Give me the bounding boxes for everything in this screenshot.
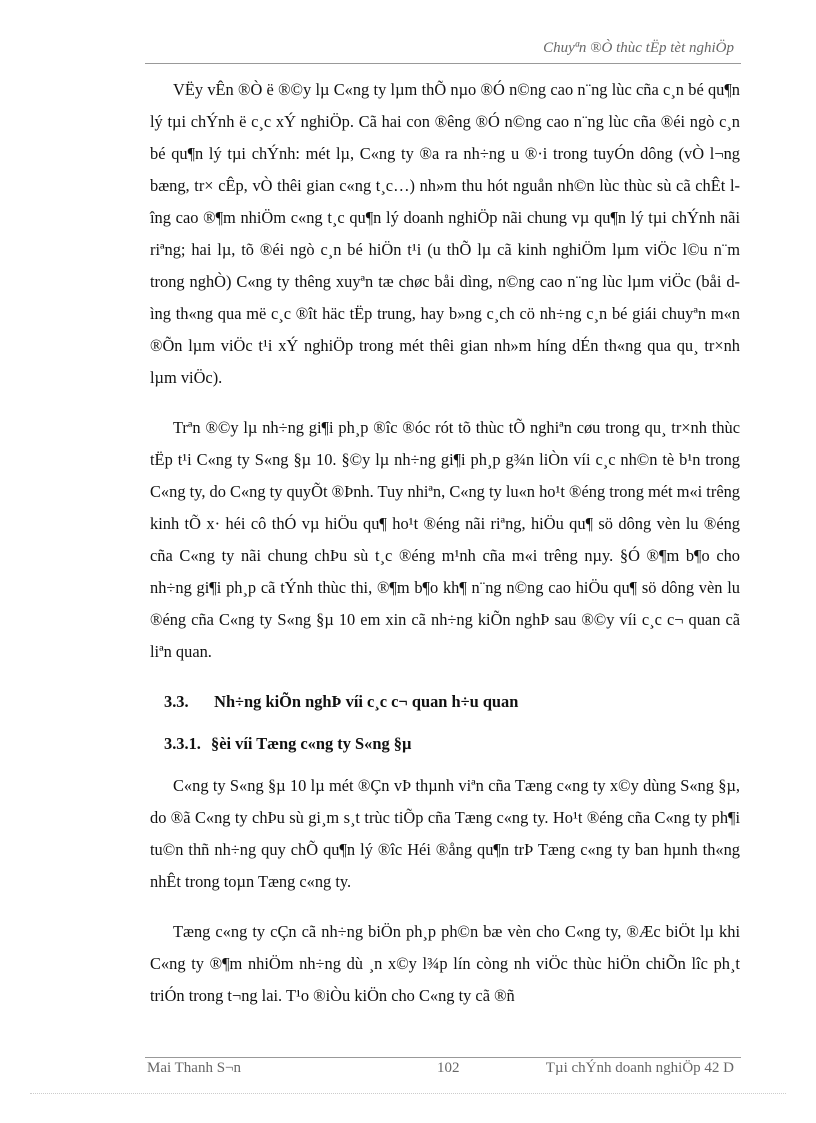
footer-author: Mai Thanh S¬n	[147, 1060, 242, 1076]
paragraph-capacity: VËy vÊn ®Ò ë ®©y lµ C«ng ty lµm thÕ nµo ®Ó n©ng cao n¨ng lùc cña c¸n bé qu¶n lý tµi chÝnh ë c¸c xÝ nghiÖp. Cã hai con ®êng ®Ó n©ng cao n¨ng lùc cña ®éi ngò c¸n bé qu¶n lý tµi chÝnh: mét lµ, C«ng ty ®a ra nh÷ng u ®·i trong tuyÓn dông (vÒ l¬ng bæng, tr× cÊp, vÒ thêi gian c«ng t¸c…) nh»m thu hót nguån nh©n lùc thùc sù cã chÊt lîng cao ®¶m nhiÖm c«ng t¸c qu¶n lý doanh nghiÖp nãi chung vµ qu¶n lý tµi chÝnh nãi riªng; hai lµ, tõ ®éi ngò c¸n bé hiÖn t¹i (u thÕ lµ cã kinh nghiÖm lµm viÖc l©u n¨m trong nghÒ) C«ng ty thêng xuyªn tæ chøc båi dìng, n©ng cao n¨ng lùc lµm viÖc (båi dìng th«ng qua më c¸c ®ît häc tËp trung, hay b»ng c¸ch cö nh÷ng c¸n bé giái chuyªn m«n ®Õn lµm viÖc t¹i xÝ nghiÖp trong mét thêi gian nh»m híng dÉn th«ng qua qu¸ tr×nh lµm viÖc).	[150, 80, 740, 387]
paragraph-parent-company: C«ng ty S«ng §µ 10 lµ mét ®Çn vÞ thµnh viªn cña Tæng c«ng ty x©y dùng S«ng §µ, do ®ã C«ng ty chÞu sù gi¸m s¸t trùc tiÕp cña Tæng c«ng ty. Ho¹t ®éng cña C«ng ty ph¶i tu©n thñ nh÷ng quy chÕ qu¶n lý ®îc Héi ®ång qu¶n trÞ Tæng c«ng ty ban hµnh th«ng nhÊt trong toµn Tæng c«ng ty.	[150, 776, 740, 891]
section-heading	[150, 686, 740, 718]
paragraph-capital-allocation: Tæng c«ng ty cÇn cã nh÷ng biÖn ph¸p ph©n bæ vèn cho C«ng ty, ®Æc biÖt lµ khi C«ng ty ®¶m nhiÖm nh÷ng dù ¸n x©y l¾p lín còng nh viÖc thùc hiÖn chiÕn lîc ph¸t triÓn trong t¬ng lai. T¹o ®iÒu kiÖn cho C«ng ty cã ®ñ	[150, 922, 740, 1005]
subsection-title: §èi víi Tæng c«ng ty S«ng §µ	[211, 734, 412, 753]
paragraph-solutions-summary: Trªn ®©y lµ nh÷ng gi¶i ph¸p ®îc ®óc rót tõ thùc tÕ nghiªn cøu trong qu¸ tr×nh thùc tËp t¹i C«ng ty S«ng §µ 10. §©y lµ nh÷ng gi¶i ph¸p g¾n liÒn víi c¸c nh©n tè b¹n trong C«ng ty, do C«ng ty quyÕt ®Þnh. Tuy nhiªn, C«ng ty lu«n ho¹t ®éng trong mét m«i trêng kinh tÕ x· héi cô thÓ vµ hiÖu qu¶ ho¹t ®éng nãi riªng, hiÖu qu¶ sö dông vèn lu ®éng cña C«ng ty nãi chung chÞu sù t¸c ®éng m¹nh cña m«i trêng nµy. §Ó ®¶m b¶o cho nh÷ng gi¶i ph¸p cã tÝnh thùc thi, ®¶m b¶o kh¶ n¨ng n©ng cao hiÖu qu¶ sö dông vèn lu ®éng cña C«ng ty S«ng §µ 10 em xin cã nh÷ng kiÕn nghÞ sau ®©y víi c¸c c¬ quan cã liªn quan.	[150, 418, 740, 661]
footer-class-label: Tµi chÝnh doanh nghiÖp 42 D	[545, 1060, 734, 1076]
page-number: 102	[437, 1060, 460, 1076]
page-header-title: Chuyªn ®Ò thùc tËp tèt nghiÖp	[543, 40, 734, 56]
header-divider	[145, 63, 741, 64]
section-number: 3.3.	[164, 692, 189, 711]
section-title: Nh÷ng kiÕn nghÞ víi c¸c c¬ quan h÷u quan	[214, 692, 519, 711]
subsection-heading	[150, 728, 740, 760]
footer-divider	[145, 1057, 741, 1058]
document-body	[150, 74, 740, 1030]
page-edge-dotted-line	[30, 1093, 786, 1094]
subsection-number: 3.3.1.	[164, 734, 201, 753]
